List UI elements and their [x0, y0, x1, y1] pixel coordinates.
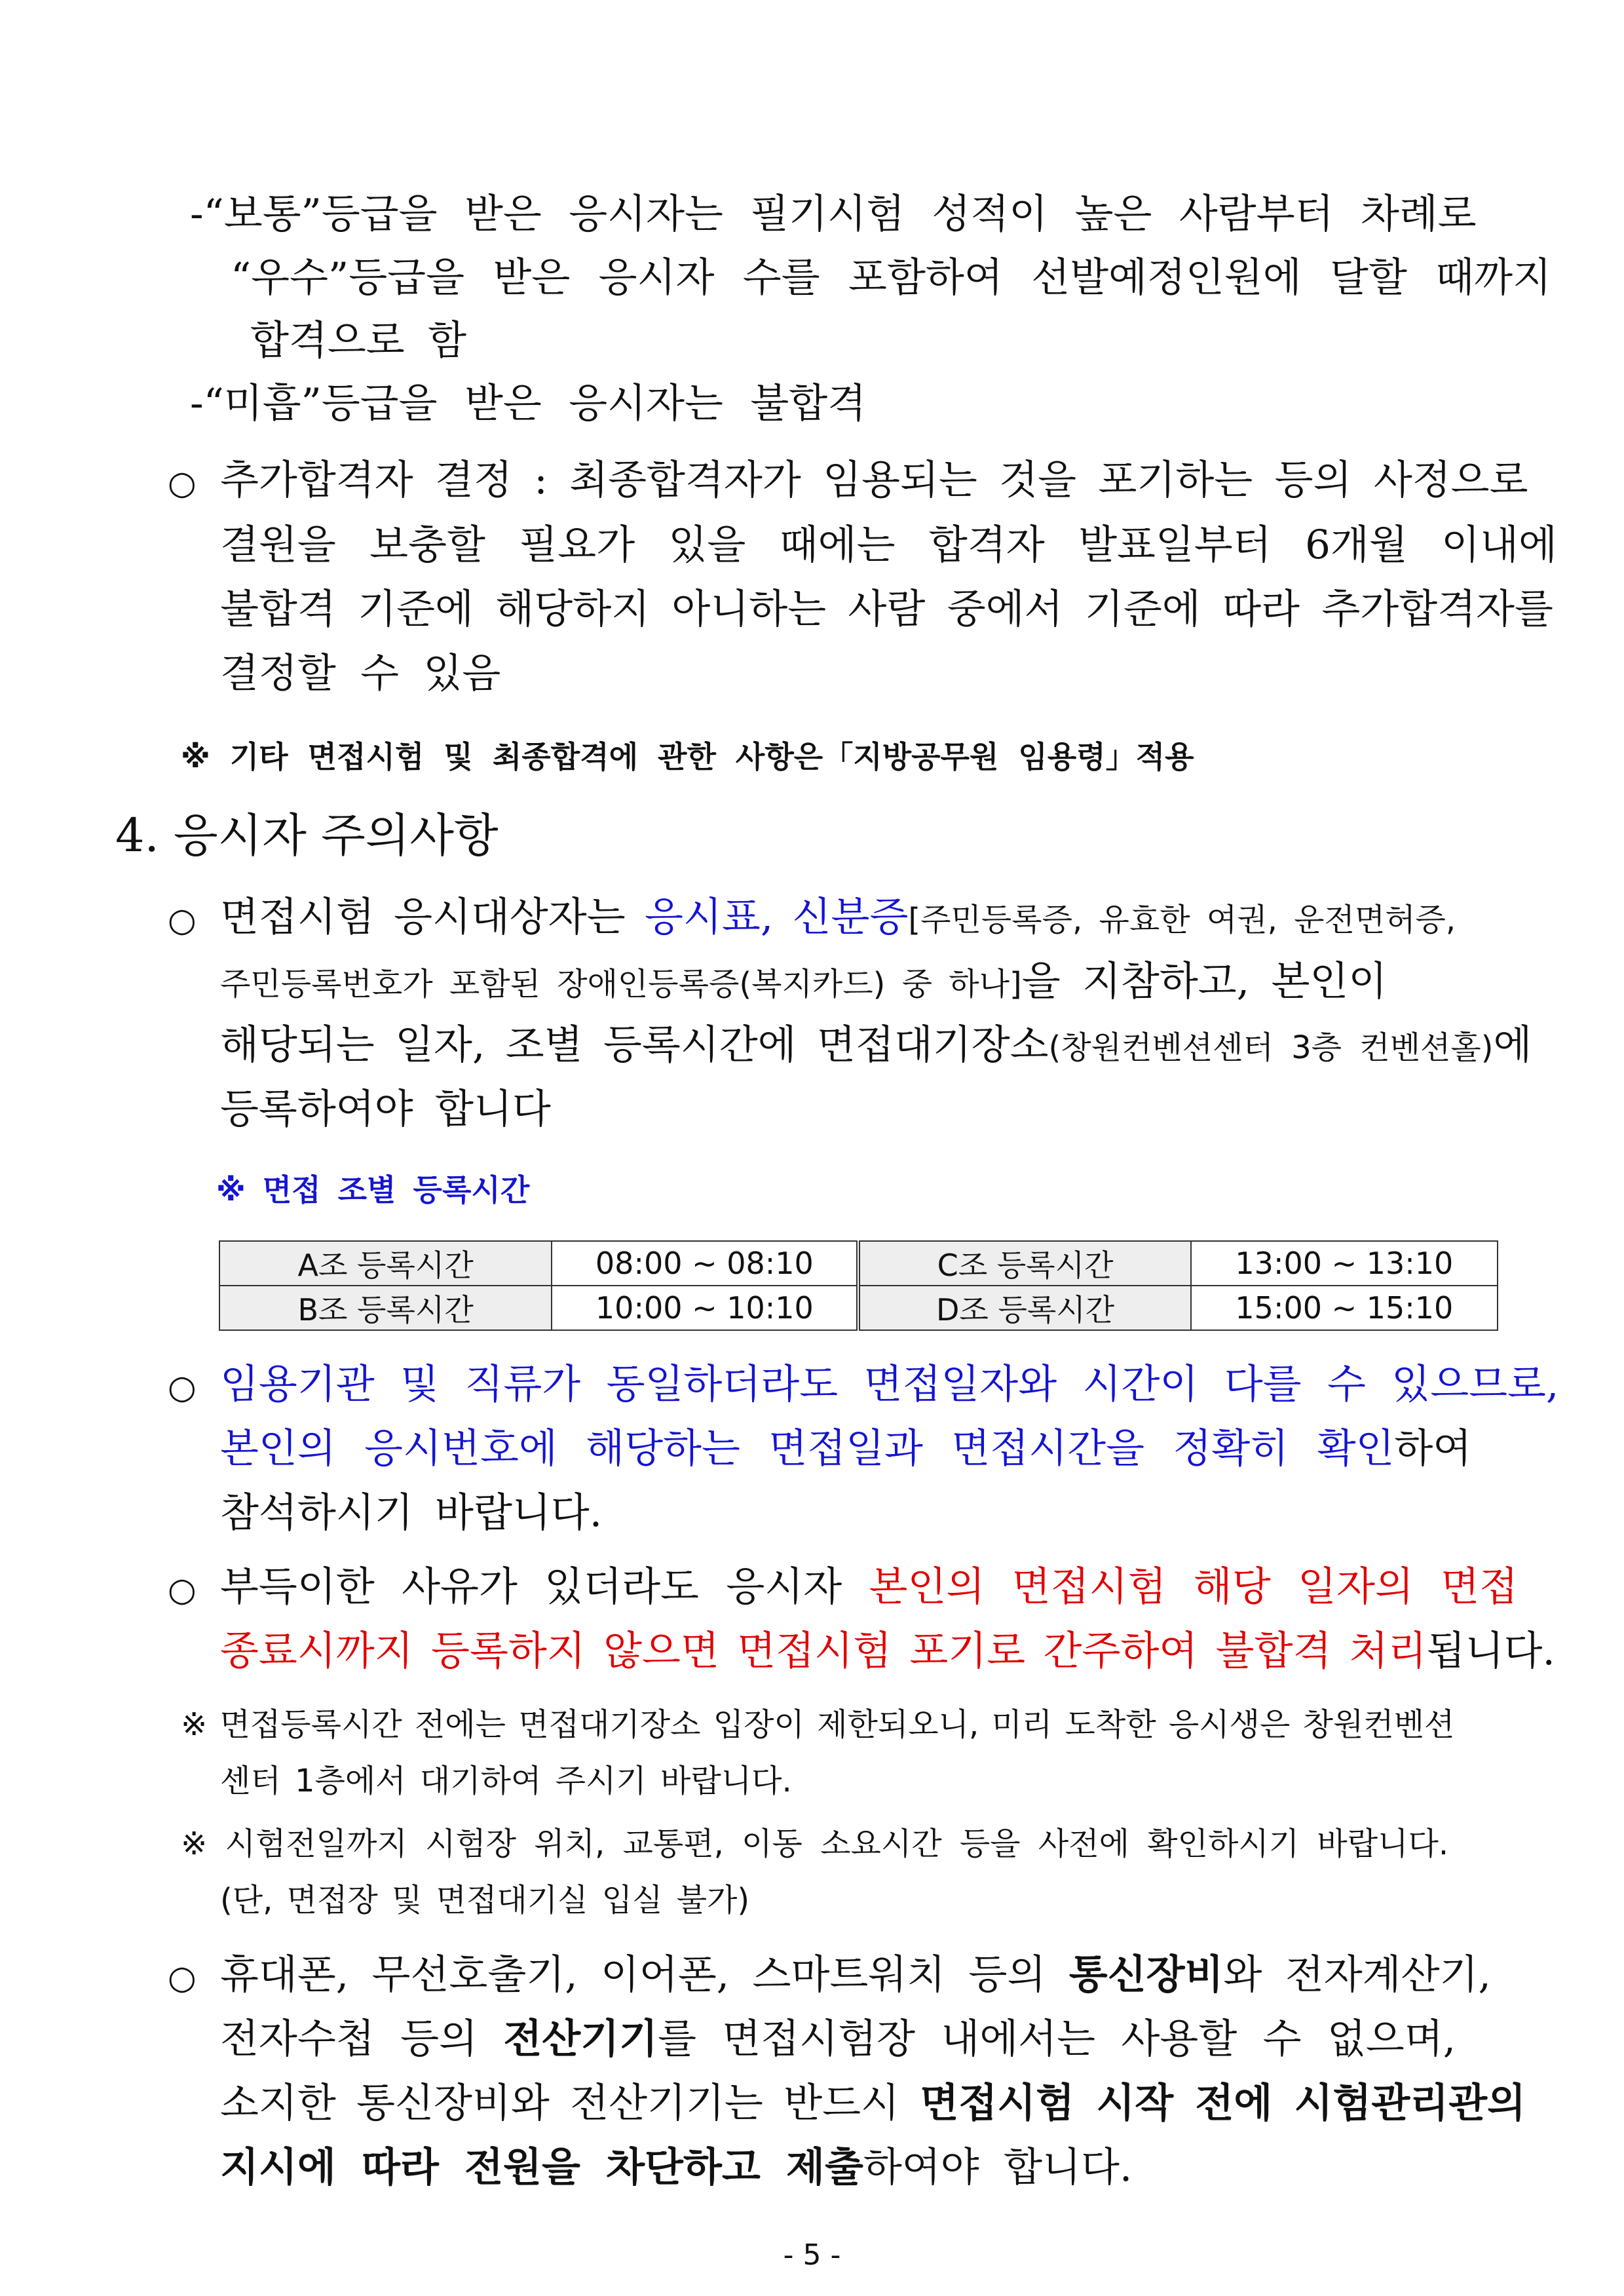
- late-line-1-red: 본인의 면접시험 해당 일자의 면접: [869, 1563, 1519, 1610]
- page-number: - 5 -: [783, 2238, 841, 2272]
- bullet-devices: ○: [168, 1959, 197, 1997]
- interview-line-3: [220, 1022, 1532, 1068]
- extra-pass-line-3: 불합격 기준에 해당하지 아니하는 사람 중에서 기준에 따라 추가합격자를: [220, 586, 1553, 632]
- late-line-2-tail: 됩니다.: [1426, 1628, 1555, 1674]
- bullet-interview: ○: [168, 901, 197, 939]
- table-row: [219, 1241, 1498, 1286]
- id-list: [주민등록증, 유효한 여권, 운전면허증,: [908, 902, 1456, 938]
- group-d-time: 15:00 ~ 15:10: [1191, 1286, 1498, 1330]
- table-row: [219, 1286, 1498, 1330]
- device-line-1-a: 휴대폰, 무선호출기, 이어폰, 스마트워치 등의: [220, 1951, 1069, 1998]
- bullet-check: ○: [168, 1368, 197, 1406]
- computing-devices: 전산기기: [503, 2016, 658, 2062]
- grade-line-normal: -“보통”등급을 받은 응시자는 필기시험 성적이 높은 사람부터 차례로: [190, 191, 1477, 237]
- bullet-late: ○: [168, 1571, 197, 1609]
- extra-pass-line-1: 추가합격자 결정 : 최종합격자가 임용되는 것을 포기하는 등의 사정으로: [220, 457, 1528, 503]
- id-list-cont: 주민등록번호가 포함된 장애인등록증(복지카드) 중 하나]: [220, 966, 1022, 1003]
- interview-line-1: [220, 894, 1456, 940]
- device-line-2: [220, 2016, 1456, 2062]
- group-b-label: B조 등록시간: [219, 1286, 552, 1330]
- grade-line-poor: -“미흡”등급을 받은 응시자는 불합격: [190, 380, 867, 427]
- interview-line-3-a: 해당되는 일자, 조별 등록시간에 면접대기장소: [220, 1022, 1049, 1068]
- schedule-note: ※ 면접 조별 등록시간: [216, 1172, 530, 1208]
- note-2-line-2: (단, 면접장 및 면접대기실 입실 불가): [220, 1882, 750, 1919]
- etc-note: ※ 기타 면접시험 및 최종합격에 관한 사항은「지방공무원 임용령」적용: [181, 739, 1194, 775]
- check-line-2-emph: 본인의 응시번호에 해당하는 면접일과 면접시간을 정확히 확인: [220, 1425, 1395, 1472]
- late-line-1-a: 부득이한 사유가 있더라도 응시자: [220, 1563, 869, 1610]
- bullet-extra-pass: ○: [168, 464, 197, 502]
- device-line-1: [220, 1951, 1491, 1998]
- device-line-3-a: 소지한 통신장비와 전산기기는 반드시: [220, 2080, 920, 2126]
- device-line-1-c: 와 전자계산기,: [1223, 1951, 1491, 1998]
- device-line-3-bold: 면접시험 시작 전에 시험관리관의: [920, 2080, 1526, 2126]
- interview-line-2-b: 을 지참하고, 본인이: [1021, 958, 1388, 1004]
- check-line-2-tail: 하여: [1394, 1425, 1472, 1472]
- group-d-label: D조 등록시간: [858, 1286, 1190, 1330]
- interview-line-2: [220, 958, 1388, 1004]
- device-line-4-bold: 지시에 따라 전원을 차단하고 제출: [220, 2144, 863, 2191]
- group-c-time: 13:00 ~ 13:10: [1191, 1241, 1498, 1286]
- check-line-2: [220, 1425, 1472, 1472]
- device-line-3: [220, 2080, 1526, 2126]
- device-line-4-tail: 하여야 합니다.: [863, 2144, 1133, 2191]
- interview-line-4: 등록하여야 합니다: [220, 1086, 551, 1132]
- device-line-4: [220, 2144, 1133, 2191]
- grade-line-excellent: “우수”등급을 받은 응시자 수를 포함하여 선발예정인원에 달할 때까지: [231, 254, 1552, 301]
- note-1-line-1: ※ 면접등록시간 전에는 면접대기장소 입장이 제한되오니, 미리 도착한 응시생은 창원컨벤션: [181, 1706, 1455, 1743]
- group-b-time: 10:00 ~ 10:10: [552, 1286, 858, 1330]
- late-line-1: [220, 1563, 1519, 1610]
- comm-devices: 통신장비: [1068, 1951, 1224, 1998]
- check-line-1: 임용기관 및 직류가 동일하더라도 면접일자와 시간이 다를 수 있으므로,: [220, 1361, 1559, 1407]
- late-line-2: [220, 1628, 1555, 1674]
- group-a-time: 08:00 ~ 08:10: [552, 1241, 858, 1286]
- note-2-line-1: ※ 시험전일까지 시험장 위치, 교통편, 이동 소요시간 등을 사전에 확인하시기 바랍니다.: [181, 1826, 1449, 1862]
- interview-line-3-c: 에: [1493, 1022, 1532, 1068]
- group-a-label: A조 등록시간: [219, 1241, 552, 1286]
- waiting-place: (창원컨벤션센터 3층 컨벤션홀): [1048, 1029, 1494, 1066]
- device-line-2-c: 를 면접시험장 내에서는 사용할 수 없으며,: [658, 2016, 1456, 2062]
- section-4-title: 4. 응시자 주의사항: [115, 809, 499, 862]
- extra-pass-line-2: 결원을 보충할 필요가 있을 때에는 합격자 발표일부터 6개월 이내에: [220, 522, 1557, 568]
- note-1-line-2: 센터 1층에서 대기하여 주시기 바랍니다.: [220, 1763, 792, 1799]
- schedule-table: [219, 1240, 1498, 1331]
- extra-pass-line-4: 결정할 수 있음: [220, 650, 501, 697]
- check-line-3: 참석하시기 바랍니다.: [220, 1489, 603, 1536]
- id-required: 응시표, 신분증: [645, 894, 909, 940]
- grade-line-pass: 합격으로 함: [250, 317, 467, 364]
- group-c-label: C조 등록시간: [858, 1241, 1190, 1286]
- late-line-2-red: 종료시까지 등록하지 않으면 면접시험 포기로 간주하여 불합격 처리: [220, 1628, 1427, 1674]
- device-line-2-a: 전자수첩 등의: [220, 2016, 504, 2062]
- interview-line-1-a: 면접시험 응시대상자는: [220, 894, 645, 940]
